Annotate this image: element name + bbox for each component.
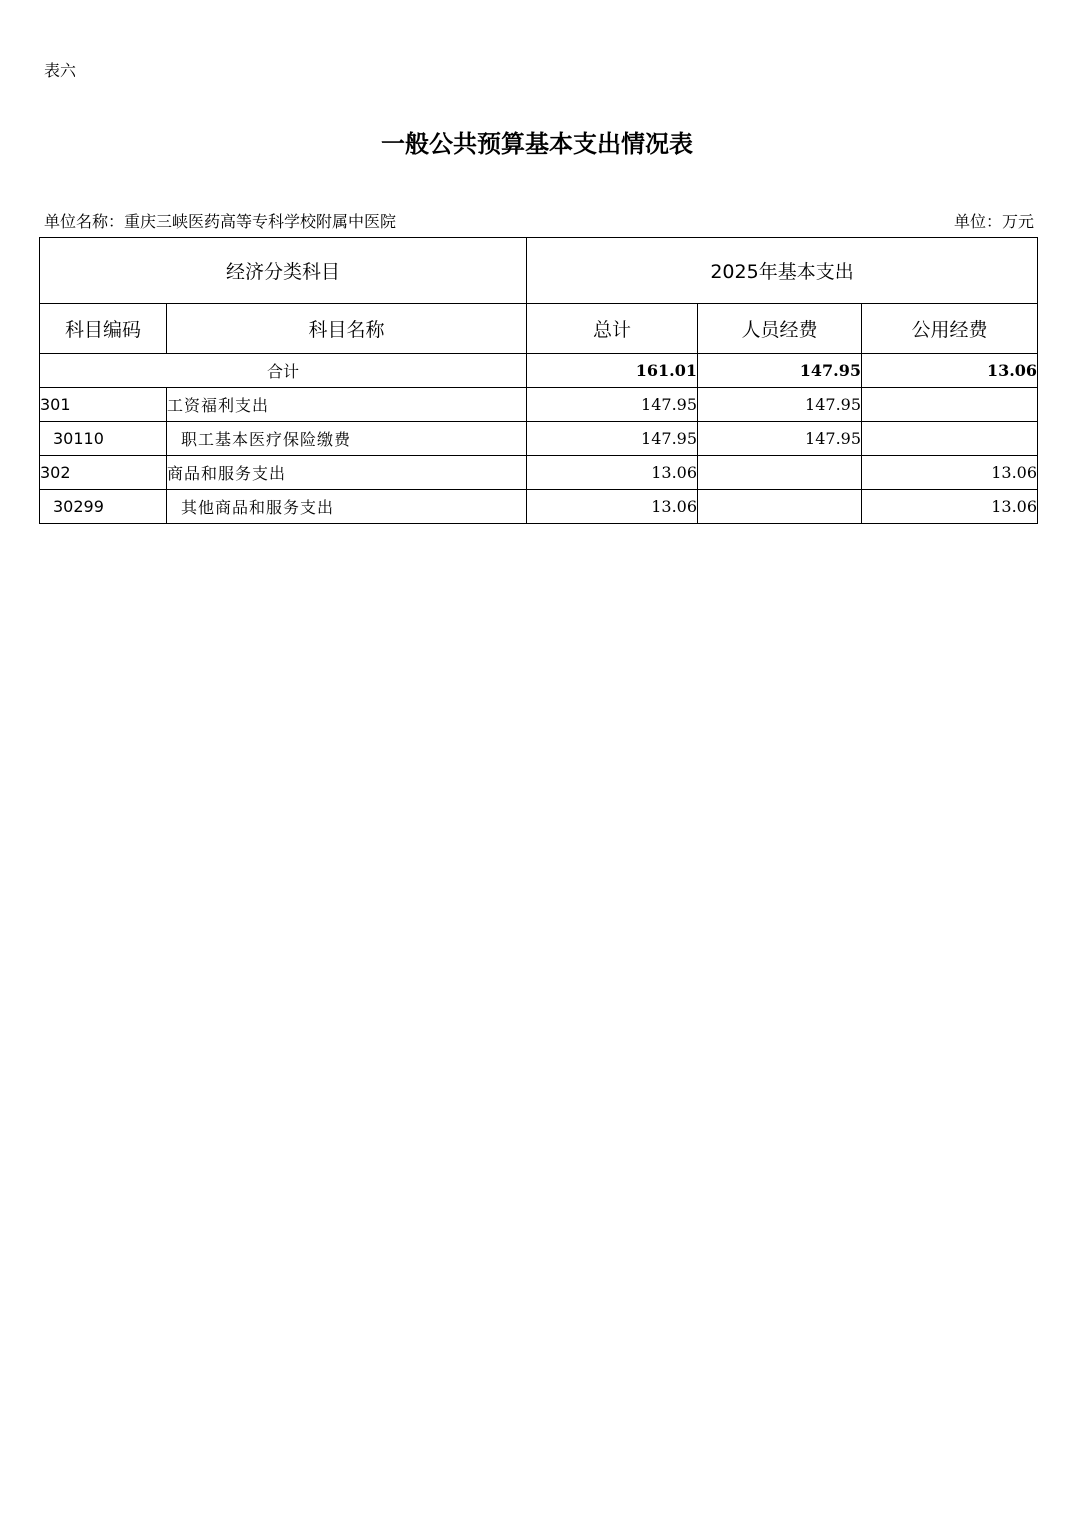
meta-row [40,209,1036,233]
row-personnel [698,456,862,490]
header-name: 科目名称 [167,304,527,354]
total-total: 161.01 [527,354,698,388]
row-personnel: 147.95 [698,422,862,456]
row-name: 工资福利支出 [167,388,527,422]
row-name: 职工基本医疗保险缴费 [167,422,527,456]
row-total: 147.95 [527,422,698,456]
row-public [862,422,1038,456]
row-name: 其他商品和服务支出 [167,490,527,524]
total-public: 13.06 [862,354,1038,388]
header-code: 科目编码 [40,304,167,354]
header-row-columns [40,304,1038,354]
table-row [40,490,1038,524]
row-total: 13.06 [527,456,698,490]
table-number-label: 表六 [44,61,77,80]
budget-table [39,237,1038,524]
total-personnel: 147.95 [698,354,862,388]
table-row [40,422,1038,456]
row-personnel [698,490,862,524]
total-row [40,354,1038,388]
header-economic-classification: 经济分类科目 [40,238,527,304]
table-row [40,456,1038,490]
row-personnel: 147.95 [698,388,862,422]
header-personnel: 人员经费 [698,304,862,354]
page-title: 一般公共预算基本支出情况表 [381,129,693,158]
table-row [40,388,1038,422]
row-code: 30299 [40,490,167,524]
row-public: 13.06 [862,456,1038,490]
row-code: 30110 [40,422,167,456]
header-basic-expenditure: 2025年基本支出 [527,238,1038,304]
header-total: 总计 [527,304,698,354]
total-label: 合计 [40,354,527,388]
header-public: 公用经费 [862,304,1038,354]
row-code: 301 [40,388,167,422]
row-code: 302 [40,456,167,490]
row-total: 147.95 [527,388,698,422]
unit-name: 单位名称：重庆三峡医药高等专科学校附属中医院 [44,212,397,231]
unit-label: 单位：万元 [953,212,1034,231]
row-public: 13.06 [862,490,1038,524]
row-public [862,388,1038,422]
row-total: 13.06 [527,490,698,524]
header-row-group [40,238,1038,304]
row-name: 商品和服务支出 [167,456,527,490]
